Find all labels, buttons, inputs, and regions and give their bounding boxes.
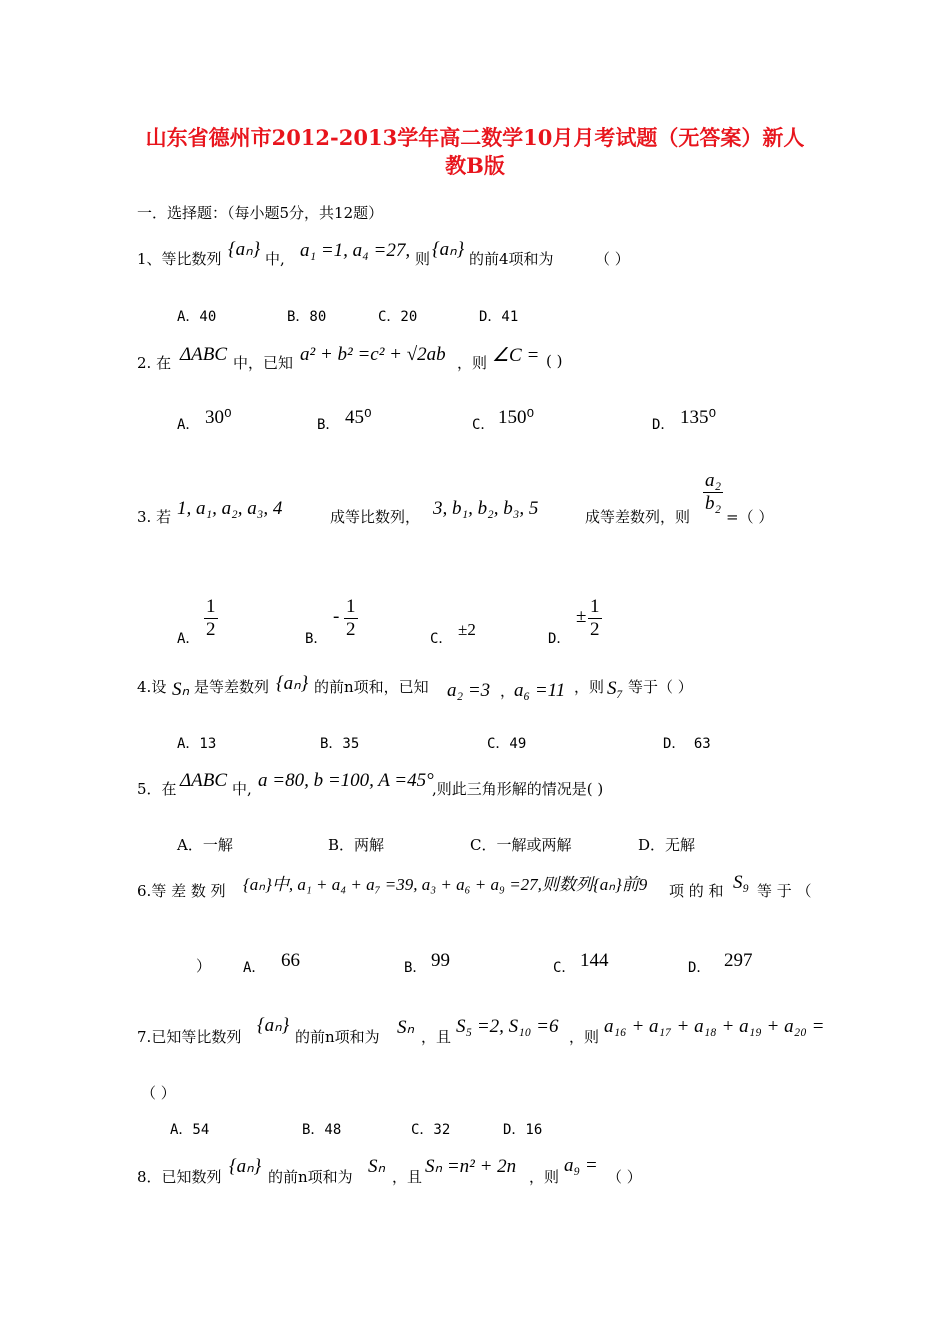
q8-sn: Sₙ bbox=[368, 1156, 386, 1177]
q4-sn: Sₙ bbox=[172, 679, 190, 700]
q6-text-a: 6.等 差 数 列 bbox=[137, 882, 226, 900]
q4-text-c: 的前n项和，已知 bbox=[314, 678, 429, 696]
q3-geometric-seq: 1, a₁, a₂, a₃, 4 bbox=[177, 498, 283, 519]
document-title-line1: 山东省德州市2012-2013学年高二数学10月月考试题（无答案）新人 bbox=[145, 125, 805, 150]
q6-option-a-label: A． bbox=[243, 960, 266, 976]
q2-option-a-label: A． bbox=[177, 417, 200, 433]
q1-paren: （ ） bbox=[595, 250, 630, 268]
q4-seq: {aₙ} bbox=[276, 673, 309, 694]
q1-text-a: 1、等比数列 bbox=[137, 250, 222, 268]
q3-option-a-label: A． bbox=[177, 631, 200, 647]
q7-text-d: ，则 bbox=[569, 1028, 600, 1046]
q3-option-b-label: B． bbox=[305, 631, 328, 647]
q2-triangle: ΔABC bbox=[180, 344, 228, 365]
q4-option-d: D． 63 bbox=[663, 736, 711, 752]
q5-triangle: ΔABC bbox=[180, 770, 228, 791]
q6-close-paren: ） bbox=[196, 957, 212, 975]
q6-condition: {aₙ}中, a₁ + a₄ + a₇ =39, a₃ + a₆ + a₉ =27,则数列{aₙ}前9 bbox=[243, 875, 648, 894]
q3-option-d-sign: ± bbox=[576, 606, 587, 627]
q3-option-a-value: $\frac{1}{2}$ bbox=[206, 596, 216, 640]
q8-text-d: ，则 bbox=[529, 1168, 560, 1186]
q4-cond-2: a₆ =11 bbox=[514, 680, 566, 701]
q8-seq: {aₙ} bbox=[229, 1156, 262, 1177]
q7-condition: S₅ =2, S₁₀ =6 bbox=[456, 1016, 559, 1037]
q3-arith-seq: 3, b₁, b₂, b₃, 5 bbox=[433, 498, 539, 519]
q1-text-d: 的前4项和为 bbox=[469, 250, 554, 268]
q4-text-d: ，则 bbox=[574, 678, 605, 696]
q1-option-b: B．80 bbox=[287, 309, 327, 325]
q2-text-a: 2. 在 bbox=[137, 354, 172, 372]
q7-text-a: 7.已知等比数列 bbox=[137, 1028, 242, 1046]
q3-option-c-label: C． bbox=[430, 631, 453, 647]
q2-option-c-label: C． bbox=[472, 417, 495, 433]
q6-option-b-value: 99 bbox=[431, 950, 450, 971]
q4-text-b: 是等差数列 bbox=[194, 678, 270, 696]
q5-text-c: ,则此三角形解的情况是( ) bbox=[432, 780, 604, 798]
q8-a9: a₉ = bbox=[564, 1155, 598, 1176]
q5-condition: a =80, b =100, A =45° bbox=[258, 770, 434, 791]
q8-paren: （ ） bbox=[607, 1168, 642, 1186]
q4-comma: ， bbox=[500, 682, 516, 700]
q2-option-d-value: 135⁰ bbox=[680, 407, 717, 428]
q6-option-c-value: 144 bbox=[580, 950, 609, 971]
q4-option-a: A．13 bbox=[177, 736, 217, 752]
q2-angle: ∠C = bbox=[492, 345, 540, 366]
q7-sn: Sₙ bbox=[397, 1017, 415, 1038]
q2-option-c-value: 150⁰ bbox=[498, 407, 535, 428]
q5-option-c: C．一解或两解 bbox=[470, 836, 572, 854]
q7-option-b: B．48 bbox=[302, 1122, 342, 1138]
q4-s7: S₇ bbox=[607, 678, 624, 699]
q5-text-b: 中, bbox=[232, 780, 252, 798]
section-heading: 一．选择题：（每小题5分，共12题） bbox=[137, 204, 384, 222]
q3-option-b-sign: - bbox=[333, 606, 340, 627]
q7-option-c: C．32 bbox=[411, 1122, 451, 1138]
q1-option-c: C．20 bbox=[378, 309, 418, 325]
q3-option-b-value: $\frac{1}{2}$ bbox=[346, 596, 356, 640]
q4-option-c: C．49 bbox=[487, 736, 527, 752]
q1-text-c: 则 bbox=[415, 250, 431, 268]
q6-option-b-label: B． bbox=[404, 960, 427, 976]
q7-sum: a₁₆ + a₁₇ + a₁₈ + a₁₉ + a₂₀ = bbox=[604, 1016, 825, 1037]
q3-option-d-label: D． bbox=[548, 631, 571, 647]
q3-ratio-fraction: $\frac{\text{a₂}}{\text{b₂}}$ bbox=[705, 470, 722, 514]
q3-text-a: 3. 若 bbox=[137, 508, 172, 526]
q6-text-c: 等 于 （ bbox=[757, 882, 812, 900]
q6-s9: S₉ bbox=[733, 872, 750, 893]
q4-cond-1: a₂ =3 bbox=[447, 680, 491, 701]
q8-text-b: 的前n项和为 bbox=[268, 1168, 353, 1186]
q2-text-b: 中，已知 bbox=[233, 354, 294, 372]
q2-equation: a² + b² =c² + √2ab bbox=[300, 344, 446, 365]
q6-option-d-label: D． bbox=[688, 960, 711, 976]
q5-option-d: D．无解 bbox=[638, 836, 696, 854]
q7-paren: （ ） bbox=[141, 1084, 176, 1102]
q1-option-d: D．41 bbox=[479, 309, 519, 325]
q8-text-a: 8．已知数列 bbox=[137, 1168, 222, 1186]
q2-option-d-label: D． bbox=[652, 417, 675, 433]
document-title-line2: 教B版 bbox=[445, 153, 505, 178]
q1-condition: a₁ =1, a₄ =27, bbox=[300, 240, 411, 261]
q5-option-b: B．两解 bbox=[328, 836, 385, 854]
q2-text-c: ，则 bbox=[457, 354, 488, 372]
q3-paren: =（ ） bbox=[726, 508, 774, 526]
q6-option-a-value: 66 bbox=[281, 950, 300, 971]
q1-text-b: 中, bbox=[265, 250, 285, 268]
q7-text-c: ，且 bbox=[421, 1028, 452, 1046]
q7-seq: {aₙ} bbox=[257, 1015, 290, 1036]
q3-option-c-value: ±2 bbox=[458, 620, 476, 639]
q4-option-b: B．35 bbox=[320, 736, 360, 752]
q6-text-b: 项 的 和 bbox=[669, 882, 724, 900]
q7-text-b: 的前n项和为 bbox=[295, 1028, 380, 1046]
q2-paren: ( ) bbox=[546, 352, 563, 370]
q6-option-d-value: 297 bbox=[724, 950, 753, 971]
q3-text-c: 成等差数列，则 bbox=[585, 508, 691, 526]
q2-option-b-label: B． bbox=[317, 417, 340, 433]
q2-option-b-value: 45⁰ bbox=[345, 407, 372, 428]
q5-text-a: 5．在 bbox=[137, 780, 177, 798]
q6-option-c-label: C． bbox=[553, 960, 576, 976]
q3-option-d-value: $\frac{1}{2}$ bbox=[590, 596, 600, 640]
q4-text-a: 4.设 bbox=[137, 678, 167, 696]
q8-condition: Sₙ =n² + 2n bbox=[425, 1156, 517, 1177]
q7-option-d: D．16 bbox=[503, 1122, 543, 1138]
q3-text-b: 成等比数列， bbox=[330, 508, 421, 526]
q8-text-c: ，且 bbox=[392, 1168, 423, 1186]
q1-seq: {aₙ} bbox=[228, 239, 261, 260]
q1-option-a: A．40 bbox=[177, 309, 217, 325]
q4-text-e: 等于（ ） bbox=[628, 678, 693, 696]
q5-option-a: A．一解 bbox=[177, 836, 233, 854]
q1-seq2: {aₙ} bbox=[432, 239, 465, 260]
q2-option-a-value: 30⁰ bbox=[205, 407, 232, 428]
q7-option-a: A．54 bbox=[170, 1122, 210, 1138]
